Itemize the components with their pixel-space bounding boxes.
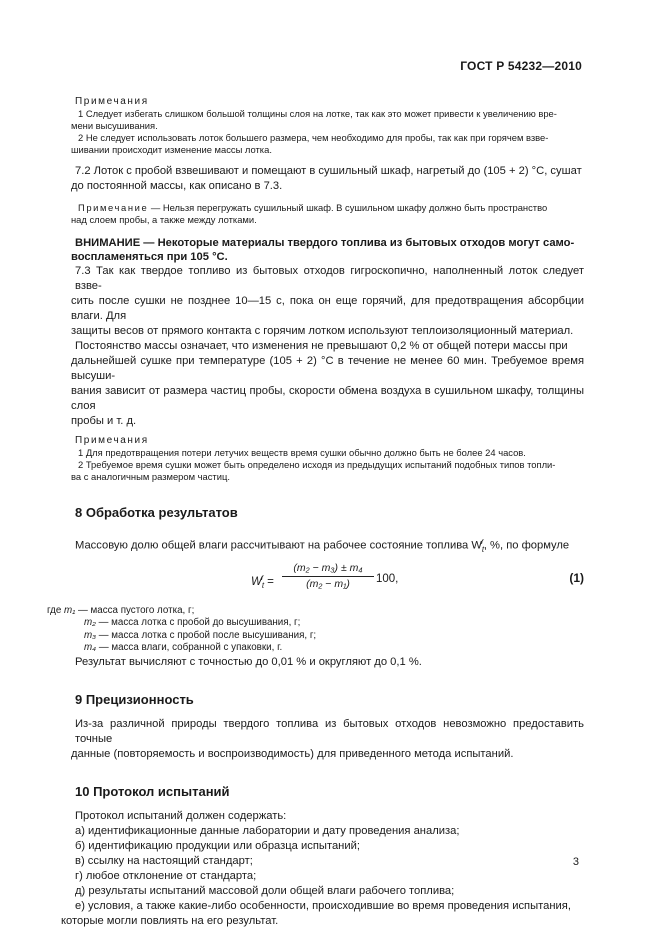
list-item: е) условия, а также какие-либо особенности, происходившие во время проведения испытания,: [75, 899, 571, 912]
formula-sub: t: [261, 581, 265, 591]
variable-symbol: m₄: [84, 642, 97, 654]
note-line: 1 Следует избегать слишком большой толщины слоя на лотке, так как это может привести к увеличению вре-: [78, 108, 557, 119]
paragraph-const: Постоянство массы означает, что изменения не превышают 0,2 % от общей потери массы при: [75, 340, 568, 352]
variable-row: [84, 617, 584, 630]
list-item: а) идентификационные данные лаборатории и дату проведения анализа;: [75, 824, 460, 837]
intro-text: Массовую долю общей влаги рассчитывают на рабочее состояние топлива W: [75, 539, 482, 552]
notes-label: Примечания: [75, 96, 149, 107]
note-text: — Нельзя перегружать сушильный шкаф. В сушильном шкафу должно быть пространство: [148, 202, 548, 213]
formula-tail: 100,: [376, 572, 399, 585]
section-9-heading: 9 Прецизионность: [75, 691, 194, 707]
note-single: [75, 202, 584, 214]
list-item: д) результаты испытаний массовой доли общей влаги рабочего топлива;: [75, 884, 455, 897]
variable-list: [47, 605, 584, 655]
section-8-heading: 8 Обработка результатов: [75, 505, 238, 520]
variable-desc: — масса влаги, собранной с упаковки, г.: [96, 642, 283, 654]
page-number: 3: [572, 856, 579, 868]
paragraph-7-2: [75, 164, 584, 179]
list-intro: Протокол испытаний должен содержать:: [75, 809, 287, 822]
variable-row: [84, 630, 584, 643]
section-10-heading: 10 Протокол испытаний: [75, 783, 230, 799]
note-label: Примечание: [78, 202, 149, 213]
result-precision: Результат вычисляют с точностью до 0,01 % и округляют до 0,1 %.: [75, 655, 422, 668]
formula-sup: r: [261, 572, 264, 582]
note-line: ва с аналогичным размером частиц.: [71, 471, 230, 482]
variable-row: [47, 605, 584, 618]
list-item: г) любое отклонение от стандарта;: [75, 869, 257, 882]
variable-row: [84, 642, 584, 655]
formula-lhs: $W_t^r$ =: [251, 572, 274, 591]
variable-desc: — масса лотка с пробой до высушивания, г;: [95, 617, 301, 629]
superscript: r: [481, 537, 484, 546]
formula-numerator: (m₂ − m₃) ± m₄: [282, 561, 374, 577]
note-line: мени высушивания.: [71, 120, 158, 131]
paragraph-line: данные (повторяемость и воспроизводимость) для приведенного метода испытаний.: [71, 747, 514, 760]
standard-header: ГОСТ Р 54232—2010: [460, 59, 582, 73]
where-prefix: где: [47, 604, 62, 616]
text-line: 7.2 Лоток с пробой взвешивают и помещают в сушильный шкаф, нагретый до (105 + 2) °С, сушат: [75, 165, 582, 177]
page-content: [47, 96, 584, 929]
formula-1: [75, 561, 584, 605]
note-line: 2 Требуемое время сушки может быть определено исходя из предыдущих испытаний подобных типов топли-: [78, 459, 556, 470]
section-8-intro: [75, 534, 584, 557]
warning-line: ВНИМАНИЕ — Некоторые материалы твердого топлива из бытовых отходов могут само-: [75, 237, 575, 249]
list-item: в) ссылку на настоящий стандарт;: [75, 854, 253, 867]
subscript: t: [481, 544, 485, 554]
note-text: над слоем пробы, а также между лотками.: [71, 214, 257, 225]
paragraph-7-2-cont: до постоянной массы, как описано в 7.3.: [71, 180, 283, 192]
paragraph-line: Из-за различной природы твердого топлива из бытовых отходов невозможно предоставить точные: [75, 717, 584, 745]
protocol-list: [61, 809, 584, 929]
paragraph-line: защиты весов от прямого контакта с горячим лотком используют теплоизоляционный материал.: [71, 325, 574, 337]
paragraph-7-3: 7.3 Так как твердое топливо из бытовых отходов гигроскопично, наполненный лоток следует взве-: [75, 265, 584, 292]
variable-desc: — масса пустого лотка, г;: [75, 604, 195, 616]
variable-desc: — масса лотка с пробой после высушивания, г;: [96, 629, 317, 641]
note-line: шивании происходит изменение массы лотка.: [71, 144, 272, 155]
formula-symbol: W: [251, 575, 262, 588]
paragraph-line: сить после сушки не позднее 10—15 с, пока он еще горячий, для предотвращения абсорбции влаги. Для: [71, 295, 584, 322]
equation-number: (1): [569, 570, 584, 585]
paragraph-line: вания зависит от размера частиц пробы, скорости обмена воздуха в сушильном шкафу, толщины слоя: [71, 385, 584, 412]
paragraph-line: дальнейшей сушке при температуре (105 + 2) °С в течение не менее 60 мин. Требуемое время высуши-: [71, 355, 584, 382]
note-line: 2 Не следует использовать лоток большего размера, чем необходимо для пробы, так как при горячем взве-: [78, 132, 549, 143]
list-item-cont: которые могли повлиять на его результат.: [61, 914, 279, 927]
variable-symbol: m₂: [84, 617, 96, 629]
note-line: 1 Для предотвращения потери летучих веществ время сушки обычно должно быть не более 24 часов.: [78, 447, 526, 458]
variable-symbol: m₁: [64, 604, 76, 616]
paragraph-line: пробы и т. д.: [71, 415, 137, 427]
variable-symbol: m₃: [84, 629, 97, 641]
intro-tail: , %, по формуле: [483, 539, 570, 552]
warning-line: воспламеняться при 105 °С.: [71, 251, 228, 263]
formula-denominator: (m₂ − m₁): [306, 577, 350, 590]
list-item: б) идентификацию продукции или образца испытаний;: [75, 839, 360, 852]
notes-label: Примечания: [75, 435, 149, 446]
formula-fraction: [282, 561, 374, 592]
